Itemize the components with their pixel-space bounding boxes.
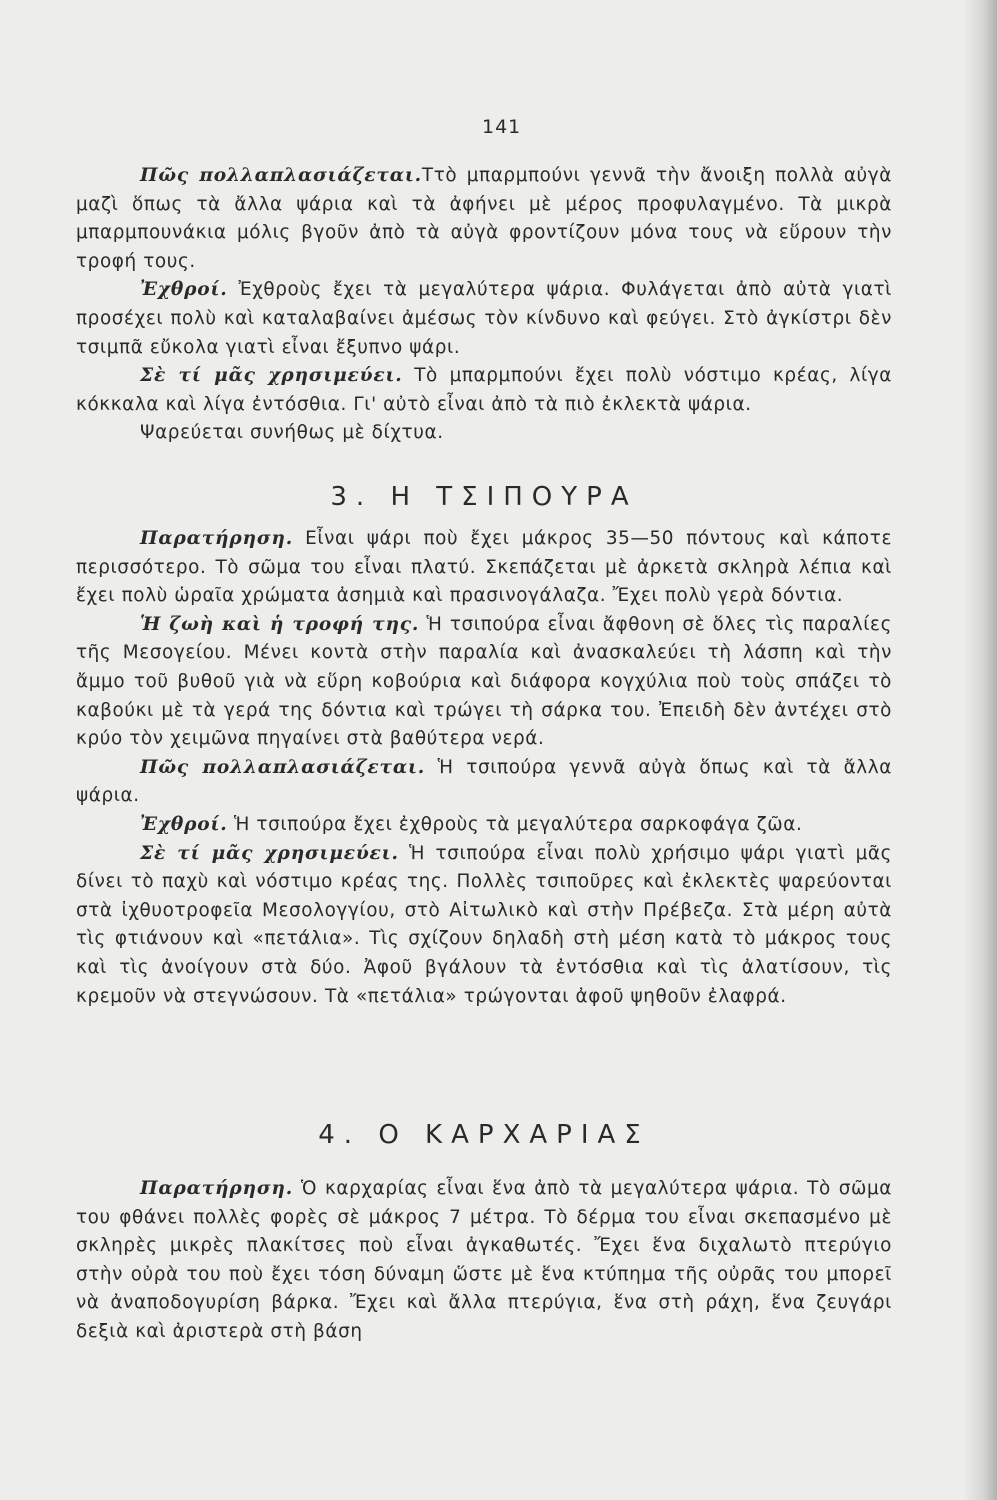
run-in-heading: Σὲ τί μᾶς χρησιμεύει.: [140, 365, 403, 387]
section-karcharias: [76, 1175, 892, 1347]
paragraph-reproduction: [76, 754, 892, 811]
run-in-heading: Ἐχθροί.: [140, 279, 228, 301]
run-in-heading: Παρατήρηση.: [140, 528, 293, 549]
run-in-heading: Παρατήρηση.: [140, 1178, 293, 1199]
section-barbouni: [76, 162, 892, 448]
paragraph-text: Ἡ τσιπούρα γεννᾶ αὐγὰ ὅπως καὶ τὰ ἄλλα ψάρια.: [76, 756, 892, 807]
run-in-heading: Ἡ ζωὴ καὶ ἡ τροφή της.: [140, 613, 420, 635]
run-in-heading: Σὲ τί μᾶς χρησιμεύει.: [140, 842, 399, 864]
chapter-heading-karcharias: [76, 1120, 892, 1150]
paragraph-life-food: [76, 611, 892, 754]
paragraph-uses: [76, 362, 892, 419]
paragraph-text: Ἡ τσιπούρα εἶναι πολὺ χρήσιμο ψάρι γιατὶ μᾶς δίνει τὸ παχὺ καὶ νόστιμο κρέας της. Πολλὲς τσιποῦρες καὶ ἐκλεκτὲς ψαρεύονται στὰ ἰχθυοτροφεῖα Μεσολογγίου, στὸ Αἰτωλικὸ καὶ στὴν Πρέβεζα. Στὰ μέρη αὐτὰ τὶς φτιάνουν καὶ «πετάλια». Τὶς σχίζουν δηλαδὴ στὴ μέση κατὰ τὸ μάκρος τους καὶ τὶς ἀνοίγουν στὰ δύο. Ἀφοῦ βγάλουν τὰ ἐντόσθια καὶ τὶς ἀλατίσουν, τὶς κρεμοῦν νὰ στεγνώσουν. Τὰ «πετάλια» τρώγονται ἀφοῦ ψηθοῦν ἐλαφρά.: [76, 842, 892, 1007]
run-in-heading: Πῶς πολλαπλασιάζεται.: [140, 756, 426, 778]
run-in-heading: Πῶς πολλαπλασιάζεται.: [140, 165, 422, 186]
page-binding-shadow: [963, 0, 997, 1500]
paragraph-enemies: [76, 276, 892, 362]
paragraph-text: Τὸ μπαρμπούνι ἔχει πολὺ νόστιμο κρέας, λίγα κόκκαλα καὶ λίγα ἐντόσθια. Γι' αὐτὸ εἶναι ἀπὸ τὰ πιὸ ἐκλεκτὰ ψάρια.: [76, 365, 892, 415]
paragraph-closing: Ψαρεύεται συνήθως μὲ δίχτυα.: [140, 422, 444, 444]
paragraph-observation: [76, 1175, 892, 1347]
paragraph-text: Ἐχθροὺς ἔχει τὰ μεγαλύτερα ψάρια. Φυλάγεται ἀπὸ αὐτὰ γιατὶ προσέχει πολὺ καὶ καταλαβαίνει ἀμέσως τὸν κίνδυνο καὶ φεύγει. Στὸ ἀγκίστρι δὲν τσιμπᾶ εὔκολα γιατὶ εἶναι ἔξυπνο ψάρι.: [76, 279, 892, 358]
run-in-heading: Ἐχθροί.: [140, 813, 228, 835]
paragraph-text: Ἡ τσιπούρα εἶναι ἄφθονη σὲ ὅλες τὶς παραλίες τῆς Μεσογείου. Μένει κοντὰ στὴν παραλία καὶ ἀνασκαλεύει τὴ λάσπη καὶ τὴν ἄμμο τοῦ βυθοῦ γιὰ νὰ εὕρη κοβούρια καὶ διάφορα κογχύλια ποὺ τοὺς σπάζει τὸ καβούκι μὲ τὰ γερά της δόντια καὶ τρώγει τὴ σάρκα του. Ἐπειδὴ δὲν ἀντέχει στὸ κρύο τὸν χειμῶνα πηγαίνει στὰ βαθύτερα νερά.: [76, 613, 892, 750]
paragraph-text: Ἡ τσιπούρα ἔχει ἐχθροὺς τὰ μεγαλύτερα σαρκοφάγα ζῶα.: [233, 813, 803, 835]
paragraph-text: Ὁ καρχαρίας εἶναι ἕνα ἀπὸ τὰ μεγαλύτερα ψάρια. Τὸ σῶμα του φθάνει πολλὲς φορὲς σὲ μάκρος 7 μέτρα. Τὸ δέρμα του εἶναι σκεπασμένο μὲ σκληρὲς μικρὲς πλακίτσες ποὺ εἶναι ἀγκαθωτές. Ἔχει ἕνα διχαλωτὸ πτερύγιο στὴν οὐρὰ του ποὺ ἔχει τόση δύναμη ὥστε μὲ ἕνα κτύπημα τῆς οὐρᾶς του μπορεῖ νὰ ἀναποδογυρίση βάρκα. Ἔχει καὶ ἄλλα πτερύγια, ἕνα στὴ ράχη, ἕνα ζευγάρι δεξιὰ καὶ ἀριστερὰ στὴ βάση: [76, 1178, 892, 1342]
paragraph-observation: [76, 525, 892, 611]
paragraph-enemies: [76, 811, 892, 840]
page-number: 141: [482, 116, 522, 138]
section-heading: 3. Η ΤΣΙΠΟΥΡΑ: [330, 482, 638, 512]
section-tsipoura: [76, 525, 892, 1011]
paragraph-reproduction: [76, 162, 892, 276]
section-heading: 4. Ο ΚΑΡΧΑΡΙΑΣ: [318, 1120, 650, 1150]
paragraph-text: Εἶναι ψάρι ποὺ ἔχει μάκρος 35—50 πόντους καὶ κάποτε περισσότερο. Τὸ σῶμα του εἶναι πλατύ. Σκεπάζεται μὲ ἀρκετὰ σκληρὰ λέπια καὶ ἔχει πολὺ ὡραῖα χρώματα ἀσημιὰ καὶ πρασινογάλαζα. Ἔχει πολὺ γερὰ δόντια.: [76, 528, 892, 607]
paragraph-uses: [76, 840, 892, 1012]
paragraph-text: Ττὸ μπαρμπούνι γεννᾶ τὴν ἄνοιξη πολλὰ αὐγὰ μαζὶ ὅπως τὰ ἄλλα ψάρια καὶ τὰ ἀφήνει μὲ μέρος προφυλαγμένο. Τὰ μικρὰ μπαρμπουνάκια μόλις βγοῦν ἀπὸ τὰ αὐγὰ φροντίζουν μόνα τους νὰ εὕρουν τὴν τροφή τους.: [76, 165, 892, 272]
chapter-heading-tsipoura: [76, 482, 892, 512]
